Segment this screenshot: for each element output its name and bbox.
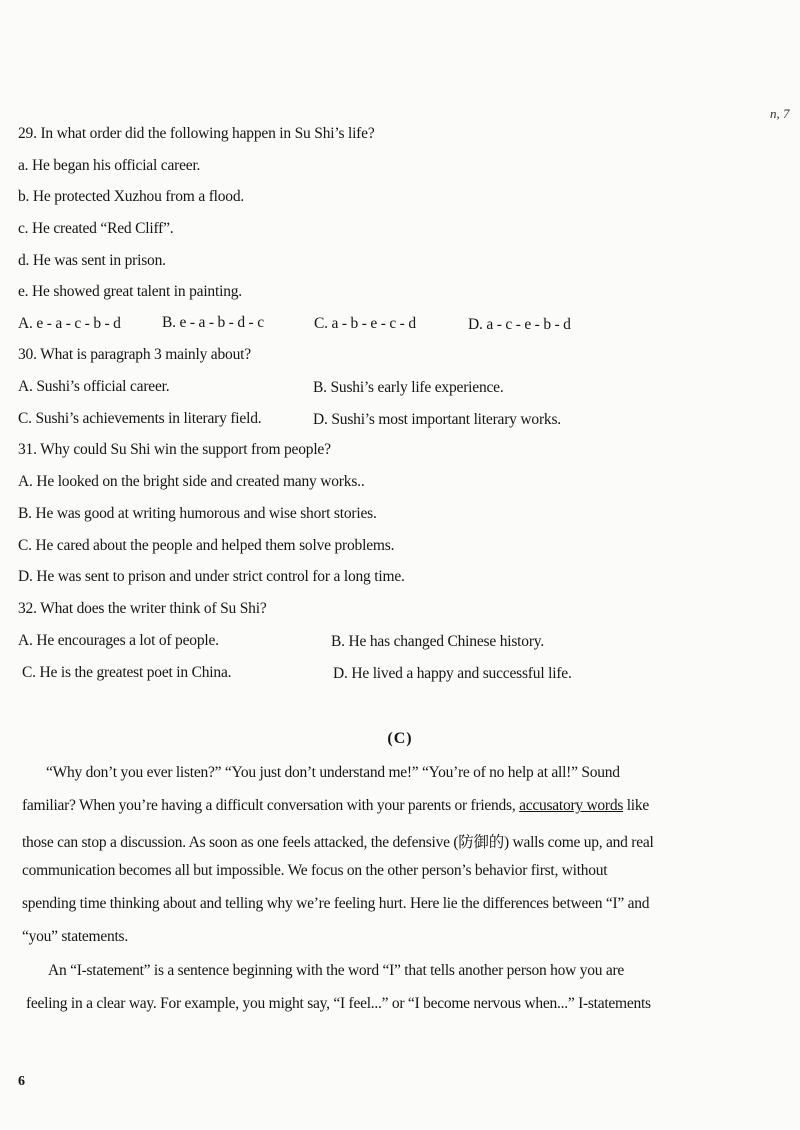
q29-option-a[interactable]: A. e - a - c - b - d (18, 315, 121, 332)
q30-option-b[interactable]: B. Sushi’s early life experience. (313, 379, 504, 396)
line-2-end: like (626, 797, 649, 814)
question-31-stem: 31. Why could Su Shi win the support from people? (18, 441, 331, 458)
event-d: d. He was sent in prison. (18, 252, 166, 269)
paragraph-line-3: those can stop a discussion. As soon as one feels attacked, the defensive (防御的) walls come up, and real (22, 834, 654, 851)
section-heading: (C) (387, 730, 413, 747)
question-32-stem: 32. What does the writer think of Su Shi? (18, 600, 267, 617)
q32-option-c[interactable]: C. He is the greatest poet in China. (22, 664, 232, 681)
q31-option-c[interactable]: C. He cared about the people and helped them solve problems. (18, 537, 395, 554)
event-c: c. He created “Red Cliff”. (18, 220, 174, 237)
q30-option-a[interactable]: A. Sushi’s official career. (18, 378, 170, 395)
q30-option-d[interactable]: D. Sushi’s most important literary works. (313, 411, 561, 428)
q31-option-d[interactable]: D. He was sent to prison and under strict control for a long time. (18, 568, 405, 585)
question-30-stem: 30. What is paragraph 3 mainly about? (18, 346, 251, 363)
paragraph-line-4: communication becomes all but impossible. We focus on the other person’s behavior first, without (22, 862, 608, 879)
line-2-text: familiar? When you’re having a difficult conversation with your parents or friends, (22, 797, 516, 814)
question-29-stem: 29. In what order did the following happen in Su Shi’s life? (18, 125, 375, 142)
page-number: 6 (18, 1074, 25, 1089)
paragraph-line-1: “Why don’t you ever listen?” “You just don’t understand me!” “You’re of no help at all!” Sound (46, 764, 620, 781)
q29-option-b[interactable]: B. e - a - b - d - c (162, 314, 264, 331)
q32-option-d[interactable]: D. He lived a happy and successful life. (333, 665, 572, 682)
paragraph-line-7: An “I-statement” is a sentence beginning with the word “I” that tells another person how you are (48, 962, 624, 979)
paragraph-line-8: feeling in a clear way. For example, you might say, “I feel...” or “I become nervous when...” I-statements (26, 995, 651, 1012)
event-b: b. He protected Xuzhou from a flood. (18, 188, 245, 205)
paragraph-line-6: “you” statements. (22, 928, 128, 945)
accusatory-words-underlined: accusatory words (519, 797, 624, 814)
q32-option-a[interactable]: A. He encourages a lot of people. (18, 632, 219, 649)
event-e: e. He showed great talent in painting. (18, 283, 242, 300)
paragraph-line-5: spending time thinking about and telling why we’re feeling hurt. Here lie the differences between “I” and (22, 895, 650, 912)
q29-option-d[interactable]: D. a - c - e - b - d (468, 316, 571, 333)
q30-option-c[interactable]: C. Sushi’s achievements in literary field. (18, 410, 262, 427)
paragraph-line-2 (22, 797, 702, 815)
corner-mark: n, 7 (770, 106, 790, 121)
q31-option-a[interactable]: A. He looked on the bright side and created many works.. (18, 473, 365, 490)
event-a: a. He began his official career. (18, 157, 201, 174)
q32-option-b[interactable]: B. He has changed Chinese history. (331, 633, 545, 650)
q31-option-b[interactable]: B. He was good at writing humorous and wise short stories. (18, 505, 377, 522)
q29-option-c[interactable]: C. a - b - e - c - d (314, 315, 416, 332)
